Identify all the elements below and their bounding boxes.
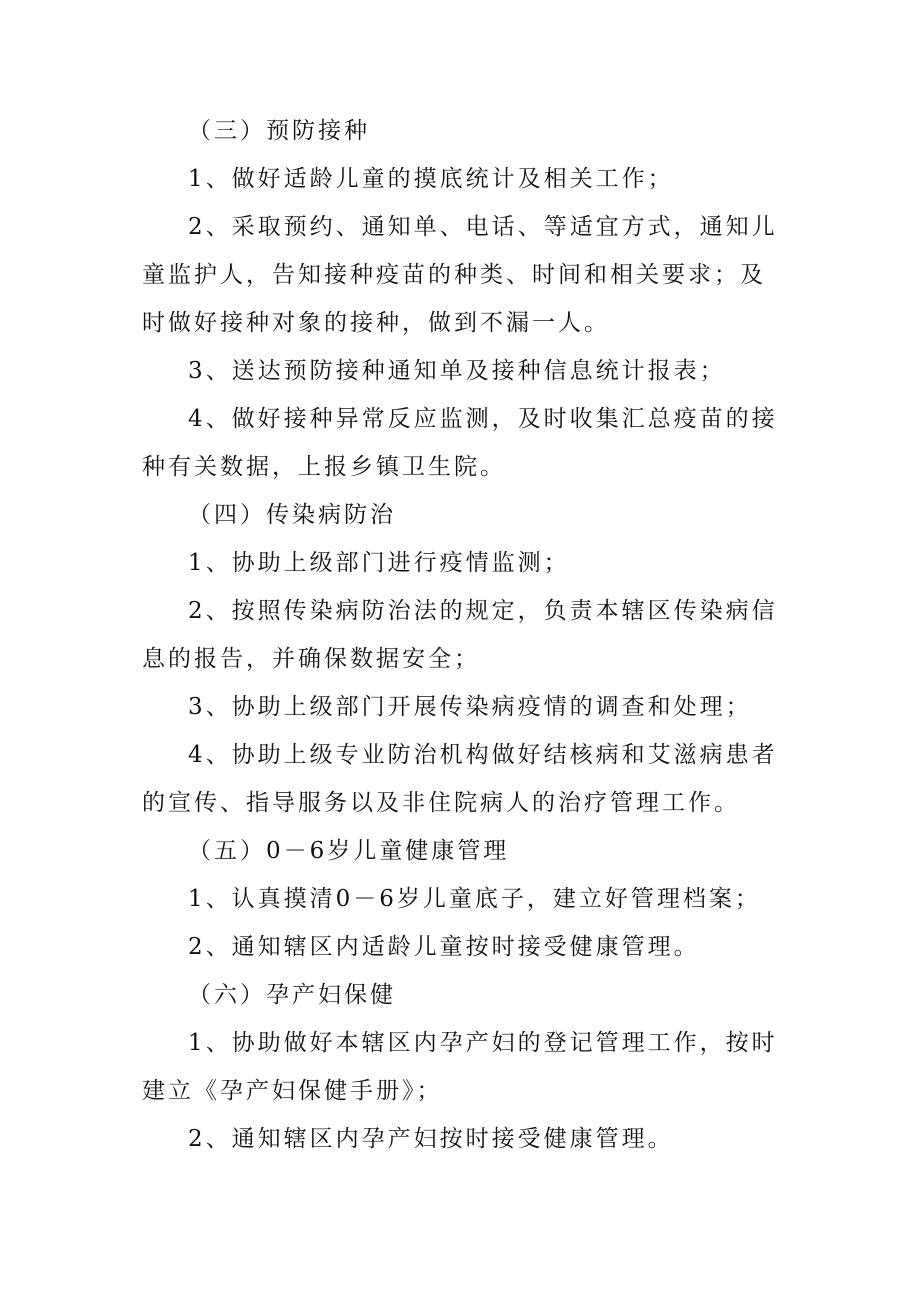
paragraph-item: 2、采取预约、通知单、电话、等适宜方式，通知儿童监护人，告知接种疫苗的种类、时间和相关要求；及时做好接种对象的接种，做到不漏一人。 [142,214,778,336]
paragraph-item: 1、认真摸清0－6岁儿童底子，建立好管理档案； [188,886,761,912]
paragraph-item: 2、按照传染病防治法的规定，负责本辖区传染病信息的报告，并确保数据安全； [142,598,778,672]
section-heading-infectious-disease: （四）传染病防治 [188,502,396,528]
section-heading-maternal-health: （六）孕产妇保健 [188,982,396,1008]
section-heading-child-health: （五）0－6岁儿童健康管理 [188,838,510,864]
paragraph-item: 1、协助做好本辖区内孕产妇的登记管理工作，按时建立《孕产妇保健手册》； [142,1030,778,1104]
paragraph-item: 1、做好适龄儿童的摸底统计及相关工作； [188,166,674,192]
paragraph-item: 2、通知辖区内适龄儿童按时接受健康管理。 [188,934,700,960]
section-heading-prevention-vaccination: （三）预防接种 [188,118,370,144]
document-body [142,107,782,1163]
paragraph-item: 3、协助上级部门开展传染病疫情的调查和处理； [188,694,752,720]
paragraph-item: 3、送达预防接种通知单及接种信息统计报表； [188,358,726,384]
paragraph-item: 1、协助上级部门进行疫情监测； [188,550,570,576]
paragraph-item: 4、做好接种异常反应监测，及时收集汇总疫苗的接种有关数据，上报乡镇卫生院。 [142,406,778,480]
paragraph-item: 2、通知辖区内孕产妇按时接受健康管理。 [188,1126,674,1152]
paragraph-item: 4、协助上级专业防治机构做好结核病和艾滋病患者的宣传、指导服务以及非住院病人的治疗管理工作。 [142,742,778,816]
